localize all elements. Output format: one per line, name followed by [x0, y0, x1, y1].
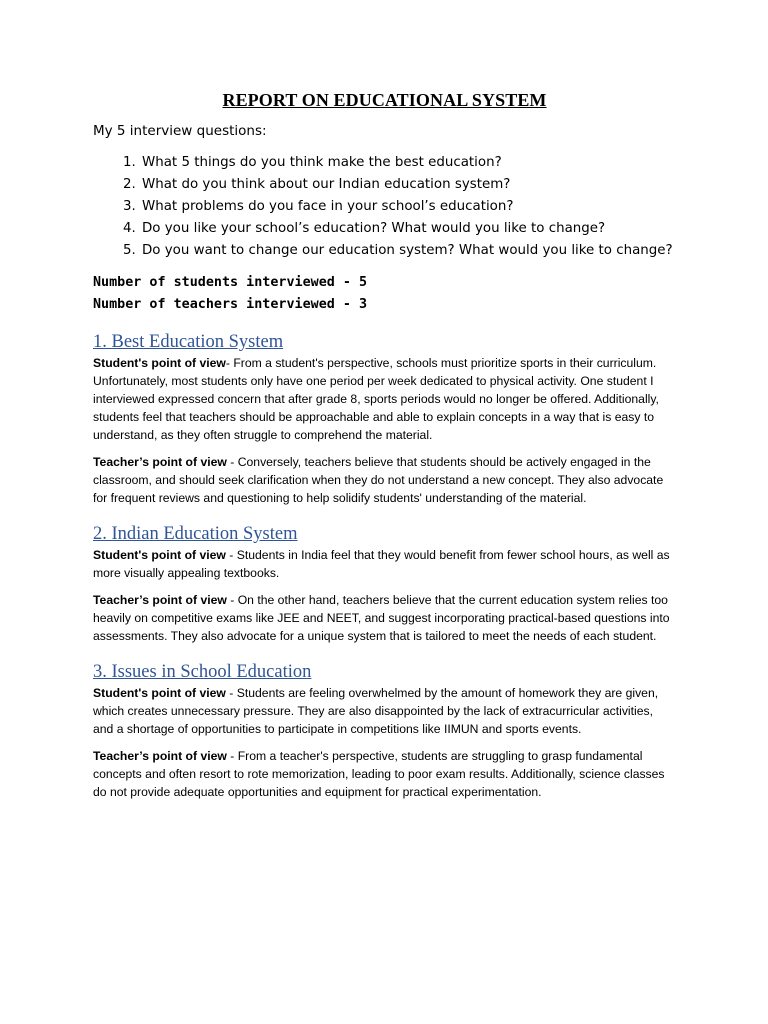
question-item: 2. What do you think about our Indian education system? [140, 174, 676, 196]
students-count: Number of students interviewed - 5 [93, 275, 368, 290]
teacher-view-paragraph [93, 747, 676, 801]
student-view-label: Student's point of view [93, 548, 226, 562]
teacher-view-label: Teacher’s point of view [93, 749, 227, 763]
student-view-paragraph [93, 684, 676, 738]
student-view-text: - Students in India feel that they would benefit from fewer school hours, as well as more visually appealing textbooks. [93, 548, 670, 580]
questions-intro: My 5 interview questions: [93, 123, 267, 139]
section-heading-best-education: 1. Best Education System [93, 332, 284, 352]
questions-list [93, 152, 676, 262]
question-item: 5. Do you want to change our education system? What would you like to change? [140, 240, 676, 262]
section-heading-school-issues: 3. Issues in School Education [93, 662, 312, 682]
teacher-view-paragraph [93, 453, 676, 507]
teacher-view-label: Teacher’s point of view [93, 593, 227, 607]
teacher-view-text: - Conversely, teachers believe that students should be actively engaged in the classroom, and should seek clarification when they do not understand a new concept. They also advocate for frequent reviews and questioning to help solidify students' understanding of the material. [93, 455, 664, 505]
document-title: REPORT ON EDUCATIONAL SYSTEM [222, 90, 547, 110]
teachers-count: Number of teachers interviewed - 3 [93, 297, 368, 312]
student-view-text: - Students are feeling overwhelmed by the amount of homework they are given, which creates unnecessary pressure. They are also disappointed by the lack of extracurricular activities, and a shortage of opportunities to participate in competitions like IIMUN and sports events. [93, 686, 659, 736]
teacher-view-label: Teacher’s point of view [93, 455, 227, 469]
interview-counts [93, 272, 676, 316]
teacher-view-text: - On the other hand, teachers believe that the current education system relies too heavily on competitive exams like JEE and NEET, and suggest incorporating practical-based questions into assessments. They also advocate for a unique system that is tailored to meet the needs of each student. [93, 593, 670, 643]
student-view-label: Student's point of view [93, 356, 226, 370]
student-view-paragraph [93, 354, 676, 444]
student-view-paragraph [93, 546, 676, 582]
student-view-label: Student's point of view [93, 686, 226, 700]
question-item: 1. What 5 things do you think make the best education? [140, 152, 676, 174]
question-item: 4. Do you like your school’s education? What would you like to change? [140, 218, 676, 240]
section-heading-indian-education: 2. Indian Education System [93, 524, 298, 544]
student-view-text: - From a student's perspective, schools must prioritize sports in their curriculum. Unfortunately, most students only have one period per week dedicated to physical activity. One student I interviewed expressed concern that after grade 8, sports periods would no longer be offered. Additionally, students feel that teachers should be approachable and able to explain concepts in a way that is easy to understand, as they often struggle to comprehend the material. [93, 356, 659, 442]
teacher-view-text: - From a teacher's perspective, students are struggling to grasp fundamental concepts and often resort to rote memorization, leading to poor exam results. Additionally, science classes do not provide adequate opportunities and equipment for practical experimentation. [93, 749, 665, 799]
question-item: 3. What problems do you face in your school’s education? [140, 196, 676, 218]
teacher-view-paragraph [93, 591, 676, 645]
